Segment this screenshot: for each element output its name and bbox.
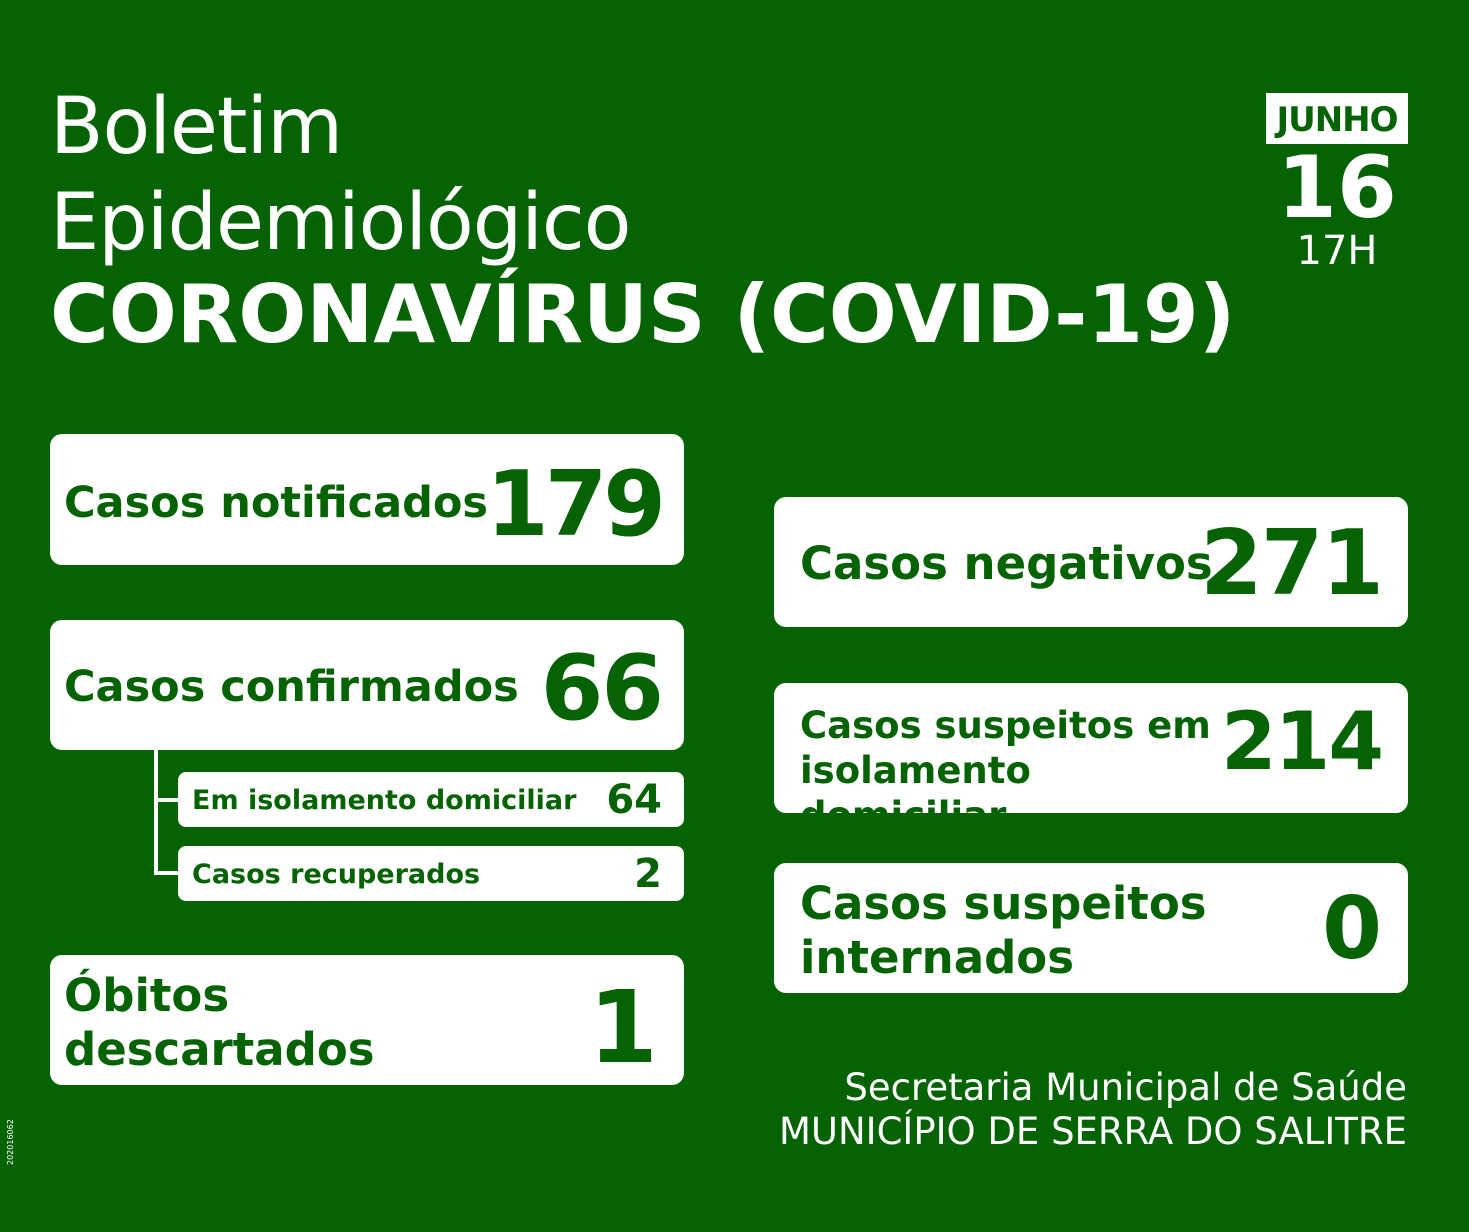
title-line-2: Epidemiológico (50, 178, 631, 268)
stat-value: 179 (486, 452, 662, 557)
stat-value: 0 (1322, 879, 1382, 979)
stat-value: 214 (1221, 695, 1382, 788)
document-code: 202016062 (6, 1119, 15, 1165)
title-line-1: Boletim (50, 82, 343, 172)
stat-value: 64 (606, 777, 662, 823)
tree-connector-vertical (154, 750, 158, 874)
stat-card-isolamento (178, 772, 684, 827)
stat-value: 66 (540, 636, 662, 741)
stat-card-suspeitos-internados (774, 863, 1408, 993)
date-month-badge: JUNHO (1266, 93, 1408, 144)
footer-secretaria: Secretaria Municipal de Saúde (844, 1066, 1407, 1109)
date-day: 16 (1277, 138, 1397, 238)
tree-connector-branch (154, 871, 178, 875)
stat-label: Óbitos descartados (64, 969, 375, 1076)
date-hour: 17H (1296, 228, 1378, 274)
stat-label: Casos recuperados (192, 859, 481, 890)
tree-connector-branch (154, 798, 178, 802)
stat-card-suspeitos-isolamento (774, 683, 1408, 837)
stat-value: 1 (588, 969, 658, 1086)
stat-card-negativos (774, 497, 1408, 627)
stat-value: 2 (634, 851, 662, 897)
stat-card-confirmados (50, 620, 684, 750)
stat-card-recuperados (178, 846, 684, 901)
footer-municipio: MUNICÍPIO DE SERRA DO SALITRE (778, 1110, 1407, 1153)
stat-label: Casos suspeitos em isolamento domiciliar (800, 704, 1211, 837)
stat-label: Casos negativos (800, 537, 1213, 590)
stat-label: Casos notificados (64, 478, 489, 528)
stat-card-notificados (50, 434, 684, 565)
stat-label: Em isolamento domiciliar (192, 785, 577, 816)
stat-card-obitos-descartados (50, 955, 684, 1085)
stat-label: Casos suspeitos internados (800, 877, 1207, 984)
stat-label: Casos confirmados (64, 662, 519, 712)
title-line-3: CORONAVÍRUS (COVID-19) (50, 268, 1236, 361)
stat-value: 271 (1200, 511, 1382, 616)
